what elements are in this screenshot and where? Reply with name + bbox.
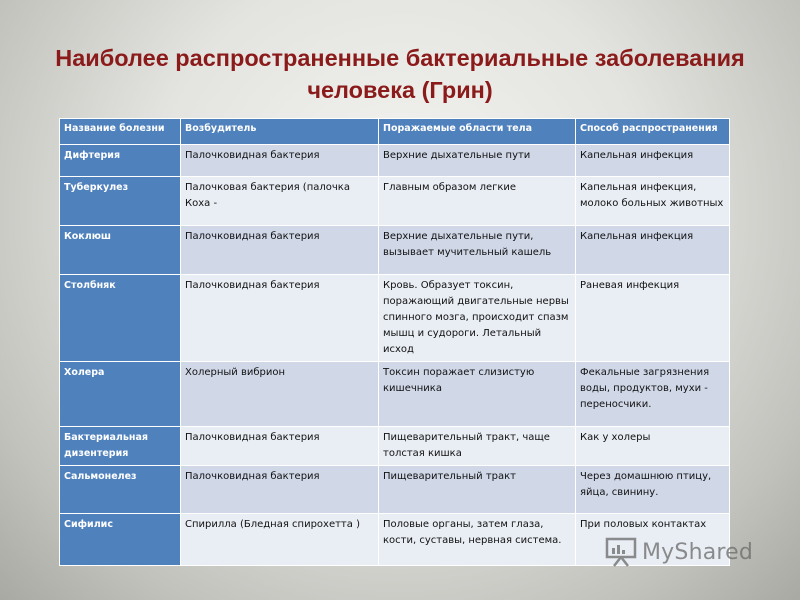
- watermark-text: MyShared: [642, 539, 754, 565]
- table-row: [60, 226, 730, 275]
- title-line-2: человека (Грин): [307, 77, 493, 103]
- table-row: [60, 466, 730, 514]
- table-row: [60, 427, 730, 466]
- transmission-cell: При половых контактах: [576, 514, 730, 566]
- pathogen-cell: Палочковидная бактерия: [181, 275, 379, 362]
- presentation-board-icon: [604, 536, 638, 568]
- affected-areas-cell: Кровь. Образует токсин, поражающий двигательные нервы спинного мозга, происходит спазм мышц и судороги. Летальный исход: [379, 275, 576, 362]
- affected-areas-cell: Пищеварительный тракт: [379, 466, 576, 514]
- title-line-1: Наиболее распространенные бактериальные заболевания: [55, 45, 745, 71]
- pathogen-cell: Палочковидная бактерия: [181, 145, 379, 177]
- disease-name-cell: Сальмонелез: [60, 466, 181, 514]
- affected-areas-cell: Верхние дыхательные пути: [379, 145, 576, 177]
- pathogen-cell: Палочковая бактерия (палочка Коха -: [181, 177, 379, 226]
- transmission-cell: Фекальные загрязнения воды, продуктов, мухи - переносчики.: [576, 362, 730, 427]
- disease-name-cell: Бактериальная дизентерия: [60, 427, 181, 466]
- table-header-row: [60, 119, 730, 145]
- affected-areas-cell: Половые органы, затем глаза, кости, суставы, нервная система.: [379, 514, 576, 566]
- transmission-cell: Через домашнюю птицу, яйца, свинину.: [576, 466, 730, 514]
- transmission-cell: Раневая инфекция: [576, 275, 730, 362]
- table-row: [60, 275, 730, 362]
- disease-name-cell: Дифтерия: [60, 145, 181, 177]
- affected-areas-cell: Главным образом легкие: [379, 177, 576, 226]
- transmission-cell: Капельная инфекция, молоко больных животных: [576, 177, 730, 226]
- disease-name-cell: Столбняк: [60, 275, 181, 362]
- disease-name-cell: Коклюш: [60, 226, 181, 275]
- affected-areas-cell: Верхние дыхательные пути, вызывает мучительный кашель: [379, 226, 576, 275]
- pathogen-cell: Палочковидная бактерия: [181, 427, 379, 466]
- header-transmission: Способ распространения: [576, 119, 730, 145]
- pathogen-cell: Палочковидная бактерия: [181, 466, 379, 514]
- table-row: [60, 145, 730, 177]
- header-disease-name: Название болезни: [60, 119, 181, 145]
- affected-areas-cell: Токсин поражает слизистую кишечника: [379, 362, 576, 427]
- header-pathogen: Возбудитель: [181, 119, 379, 145]
- affected-areas-cell: Пищеварительный тракт, чаще толстая кишка: [379, 427, 576, 466]
- pathogen-cell: Спирилла (Бледная спирохетта ): [181, 514, 379, 566]
- header-affected-areas: Поражаемые области тела: [379, 119, 576, 145]
- watermark-logo: [604, 535, 753, 569]
- pathogen-cell: Палочковидная бактерия: [181, 226, 379, 275]
- disease-name-cell: Сифилис: [60, 514, 181, 566]
- diseases-table: [59, 118, 730, 566]
- table-row: [60, 177, 730, 226]
- transmission-cell: Капельная инфекция: [576, 226, 730, 275]
- disease-name-cell: Холера: [60, 362, 181, 427]
- page-title: [40, 42, 760, 106]
- transmission-cell: Капельная инфекция: [576, 145, 730, 177]
- pathogen-cell: Холерный вибрион: [181, 362, 379, 427]
- disease-name-cell: Туберкулез: [60, 177, 181, 226]
- table-row: [60, 362, 730, 427]
- transmission-cell: Как у холеры: [576, 427, 730, 466]
